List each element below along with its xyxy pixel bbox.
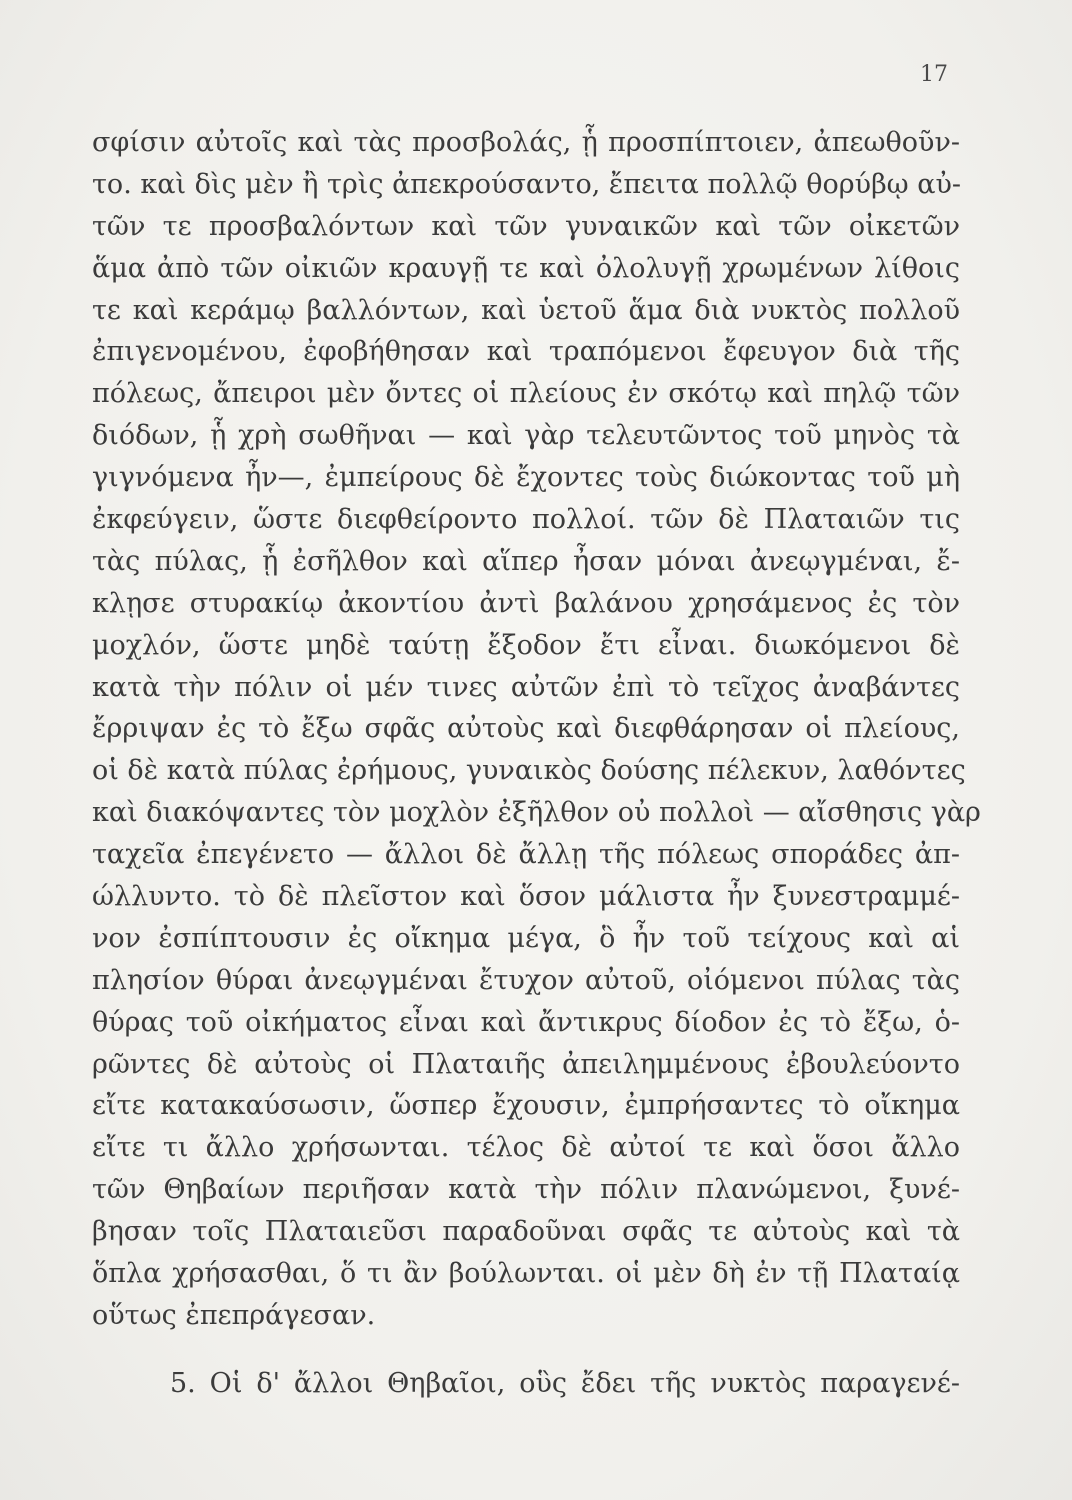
text-line: βησαν τοῖς Πλαταιεῦσι παραδοῦναι σφᾶς τε αὐτοὺς καὶ τὰ xyxy=(92,1216,960,1248)
text-line: ρῶντες δὲ αὐτοὺς οἱ Πλαταιῆς ἀπειλημμένους ἐβουλεύοντο xyxy=(92,1048,960,1080)
text-line: τε καὶ κεράμῳ βαλλόντων, καὶ ὑετοῦ ἅμα διὰ νυκτὸς πολλοῦ xyxy=(92,294,960,326)
text-line: ώλλυντο. τὸ δὲ πλεῖστον καὶ ὅσον μάλιστα ἦν ξυνεστραμμέ- xyxy=(92,881,960,913)
text-line: οἱ δὲ κατὰ πύλας ἐρήμους, γυναικὸς δούσης πέλεκυν, λαθόντες xyxy=(92,755,966,787)
text-line: ἅμα ἀπὸ τῶν οἰκιῶν κραυγῇ τε καὶ ὀλολυγῇ χρωμένων λίθοις xyxy=(92,252,960,284)
text-line: θύρας τοῦ οἰκήματος εἶναι καὶ ἄντικρυς δίοδον ἐς τὸ ἔξω, ὁ- xyxy=(92,1006,960,1038)
text-line: πλησίον θύραι ἀνεῳγμέναι ἔτυχον αὐτοῦ, οἰόμενοι πύλας τὰς xyxy=(92,964,960,996)
text-line: διόδων, ᾗ χρὴ σωθῆναι — καὶ γὰρ τελευτῶντος τοῦ μηνὸς τὰ xyxy=(92,420,960,452)
text-line: τὰς πύλας, ᾗ ἐσῆλθον καὶ αἵπερ ἦσαν μόναι ἀνεῳγμέναι, ἔ- xyxy=(92,545,960,577)
text-line: πόλεως, ἄπειροι μὲν ὄντες οἱ πλείους ἐν σκότῳ καὶ πηλῷ τῶν xyxy=(92,378,960,410)
text-line: ὅπλα χρήσασθαι, ὅ τι ἂν βούλωνται. οἱ μὲν δὴ ἐν τῇ Πλαταίᾳ xyxy=(92,1258,960,1290)
text-line: ἐπιγενομένου, ἐφοβήθησαν καὶ τραπόμενοι ἔφευγον διὰ τῆς xyxy=(92,336,960,368)
text-line: εἴτε κατακαύσωσιν, ὥσπερ ἔχουσιν, ἐμπρήσαντες τὸ οἴκημα xyxy=(92,1090,960,1122)
page-number: 17 xyxy=(920,62,948,87)
text-line: κατὰ τὴν πόλιν οἱ μέν τινες αὐτῶν ἐπὶ τὸ τεῖχος ἀναβάντες xyxy=(92,671,960,703)
text-line: εἴτε τι ἄλλο χρήσωνται. τέλος δὲ αὐτοί τε καὶ ὅσοι ἄλλο xyxy=(92,1132,960,1164)
text-line: τῶν Θηβαίων περιῆσαν κατὰ τὴν πόλιν πλανώμενοι, ξυνέ- xyxy=(92,1174,960,1206)
paragraph-body xyxy=(92,122,981,1337)
text-line: καὶ διακόψαντες τὸν μοχλὸν ἐξῆλθον οὐ πολλοὶ — αἴσθησις γὰρ xyxy=(92,797,981,829)
text-line: σφίσιν αὐτοῖς καὶ τὰς προσβολάς, ᾗ προσπίπτοιεν, ἀπεωθοῦν- xyxy=(92,127,960,158)
text-line: ἐκφεύγειν, ὥστε διεφθείροντο πολλοί. τῶν δὲ Πλαταιῶν τις xyxy=(92,504,960,536)
text-line: τῶν τε προσβαλόντων καὶ τῶν γυναικῶν καὶ τῶν οἰκετῶν xyxy=(92,210,960,242)
text-line: ταχεῖα ἐπεγένετο — ἄλλοι δὲ ἄλλῃ τῆς πόλεως σποράδες ἀπ- xyxy=(92,839,960,871)
text-line: μοχλόν, ὥστε μηδὲ ταύτῃ ἔξοδον ἔτι εἶναι. διωκόμενοι δὲ xyxy=(92,629,960,661)
text-line: το. καὶ δὶς μὲν ἢ τρὶς ἀπεκρούσαντο, ἔπειτα πολλῷ θορύβῳ αὐ- xyxy=(92,168,962,200)
section-start-line: 5. Οἱ δ' ἄλλοι Θηβαῖοι, οὓς ἔδει τῆς νυκτὸς παραγενέ- xyxy=(170,1368,960,1399)
text-line: κλῃσε στυρακίῳ ἀκοντίου ἀντὶ βαλάνου χρησάμενος ἐς τὸν xyxy=(92,587,960,619)
text-line: ἔρριψαν ἐς τὸ ἔξω σφᾶς αὐτοὺς καὶ διεφθάρησαν οἱ πλείους, xyxy=(92,713,960,745)
text-line: γιγνόμενα ἦν—, ἐμπείρους δὲ ἔχοντες τοὺς διώκοντας τοῦ μὴ xyxy=(92,462,960,494)
text-line: νον ἐσπίπτουσιν ἐς οἴκημα μέγα, ὃ ἦν τοῦ τείχους καὶ αἱ xyxy=(92,922,960,954)
text-line: οὕτως ἐπεπράγεσαν. xyxy=(92,1299,376,1331)
